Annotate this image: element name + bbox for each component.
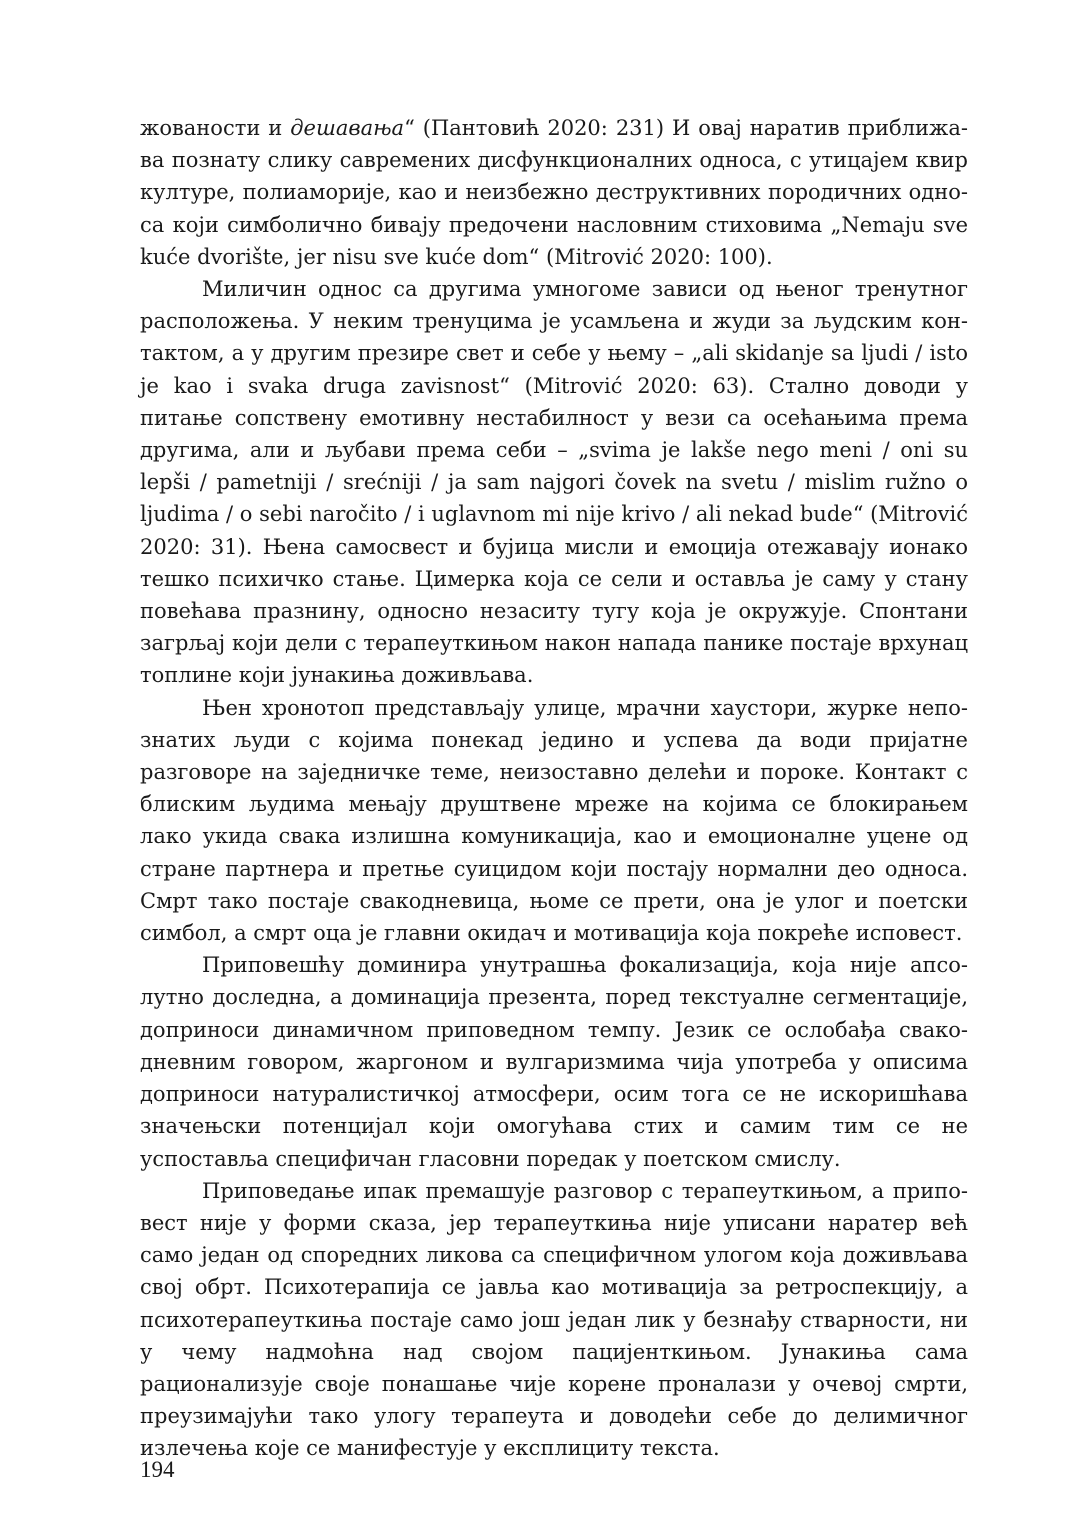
paragraph-2-text: Миличин однос са другима умногоме зависи од њеног тренутног расположења. У неким тренуцима је усамљена и жуди за људским контактом, а у другим презире свет и себе у њему – „ali skidanje sa ljudi / isto je kao i svaka druga zavisnost“ (Mitrović 2020: 63). Стално доводи у питање сопствену емотивну нестабилност у вези са осећањима према другима, али и љубави према себи – „svima je lakše nego meni / oni su lepši / pametniji / srećniji / ja sam najgori čovek na svetu / mislim ružno o ljudima / o sebi naročito / i uglavnom mi nije krivo / ali nekad bude“ (Mitrović 2020: 31). Њена самосвест и бујица мисли и емоција отежавају ионако тешко психичко стање. Цимерка која се сели и оставља је саму у стану повећава празнину, односно незаситу тугу која је окружује. Спонтани загрљај који дели с терапеуткињом након напада панике постаје врхунац топлине који јунакиња доживљава. <box>140 277 968 688</box>
paragraph-2 <box>140 273 968 692</box>
paragraph-3 <box>140 692 968 950</box>
paragraph-1-segment-3: “ (Пантовић 2020: 231) И овај наратив приближава познату слику савремених дисфункционалних односа, с утицајем квир културе, полиаморије, као и неизбежно деструктивних породичних односа који симболично бивају предочени насловним стиховима „Nemaju sve kuće dvorište, jer nisu sve kuće dom“ (Mitrović 2020: 100). <box>140 116 968 269</box>
paragraph-4 <box>140 949 968 1174</box>
paragraph-3-text: Њен хронотоп представљају улице, мрачни хаустори, журке непознатих људи с којима понекад једино и успева да води пријатне разговоре на заједничке теме, неизоставно делећи и пороке. Контакт с блиским људима мењају друштвене мреже на којима се блокирањем лако укида свака излишна комуникација, као и емоционалне уцене од стране партнера и претње суицидом који постају нормални део односа. Смрт тако постаје свакодневица, њоме се прети, она је улог и поетски симбол, а смрт оца је главни окидач и мотивација која покреће исповест. <box>140 695 968 946</box>
body-text <box>140 112 968 1465</box>
paragraph-4-text: Приповешћу доминира унутрашња фокализација, која није апсолутно доследна, а доминација презента, поред текстуалне сегментације, доприноси динамичном приповедном темпу. Језик се ослобађа свакодневним говором, жаргоном и вулгаризмима чија употреба у описима доприноси натуралистичкој атмосфери, осим тога се не искоришћава значењски потенцијал који омогућава стих и самим тим се не успоставља специфичан гласовни поредак у поетском смислу. <box>140 953 968 1171</box>
paragraph-1 <box>140 112 968 273</box>
page-number: 194 <box>140 1457 175 1482</box>
paragraph-1-segment-1: жованости и <box>140 116 291 140</box>
paragraph-5-text: Приповедање ипак премашује разговор с терапеуткињом, а приповест није у форми сказа, јер терапеуткиња није уписани наратер већ само један од споредних ликова са специфичном улогом која доживљава свој обрт. Психотерапија се јавља као мотивација за ретроспекцију, а психотерапеуткиња постаје само још један лик у безнађу стварности, ни у чему надмоћна над својом пацијенткињом. Јунакиња сама рационализује своје понашање чије корене проналази у очевој смрти, преузимајући тако улогу терапеута и доводећи себе до делимичног излечења које се манифестује у експлициту текста. <box>140 1178 968 1461</box>
paragraph-5 <box>140 1175 968 1465</box>
paragraph-1-italic-word: дешавања <box>290 116 405 140</box>
